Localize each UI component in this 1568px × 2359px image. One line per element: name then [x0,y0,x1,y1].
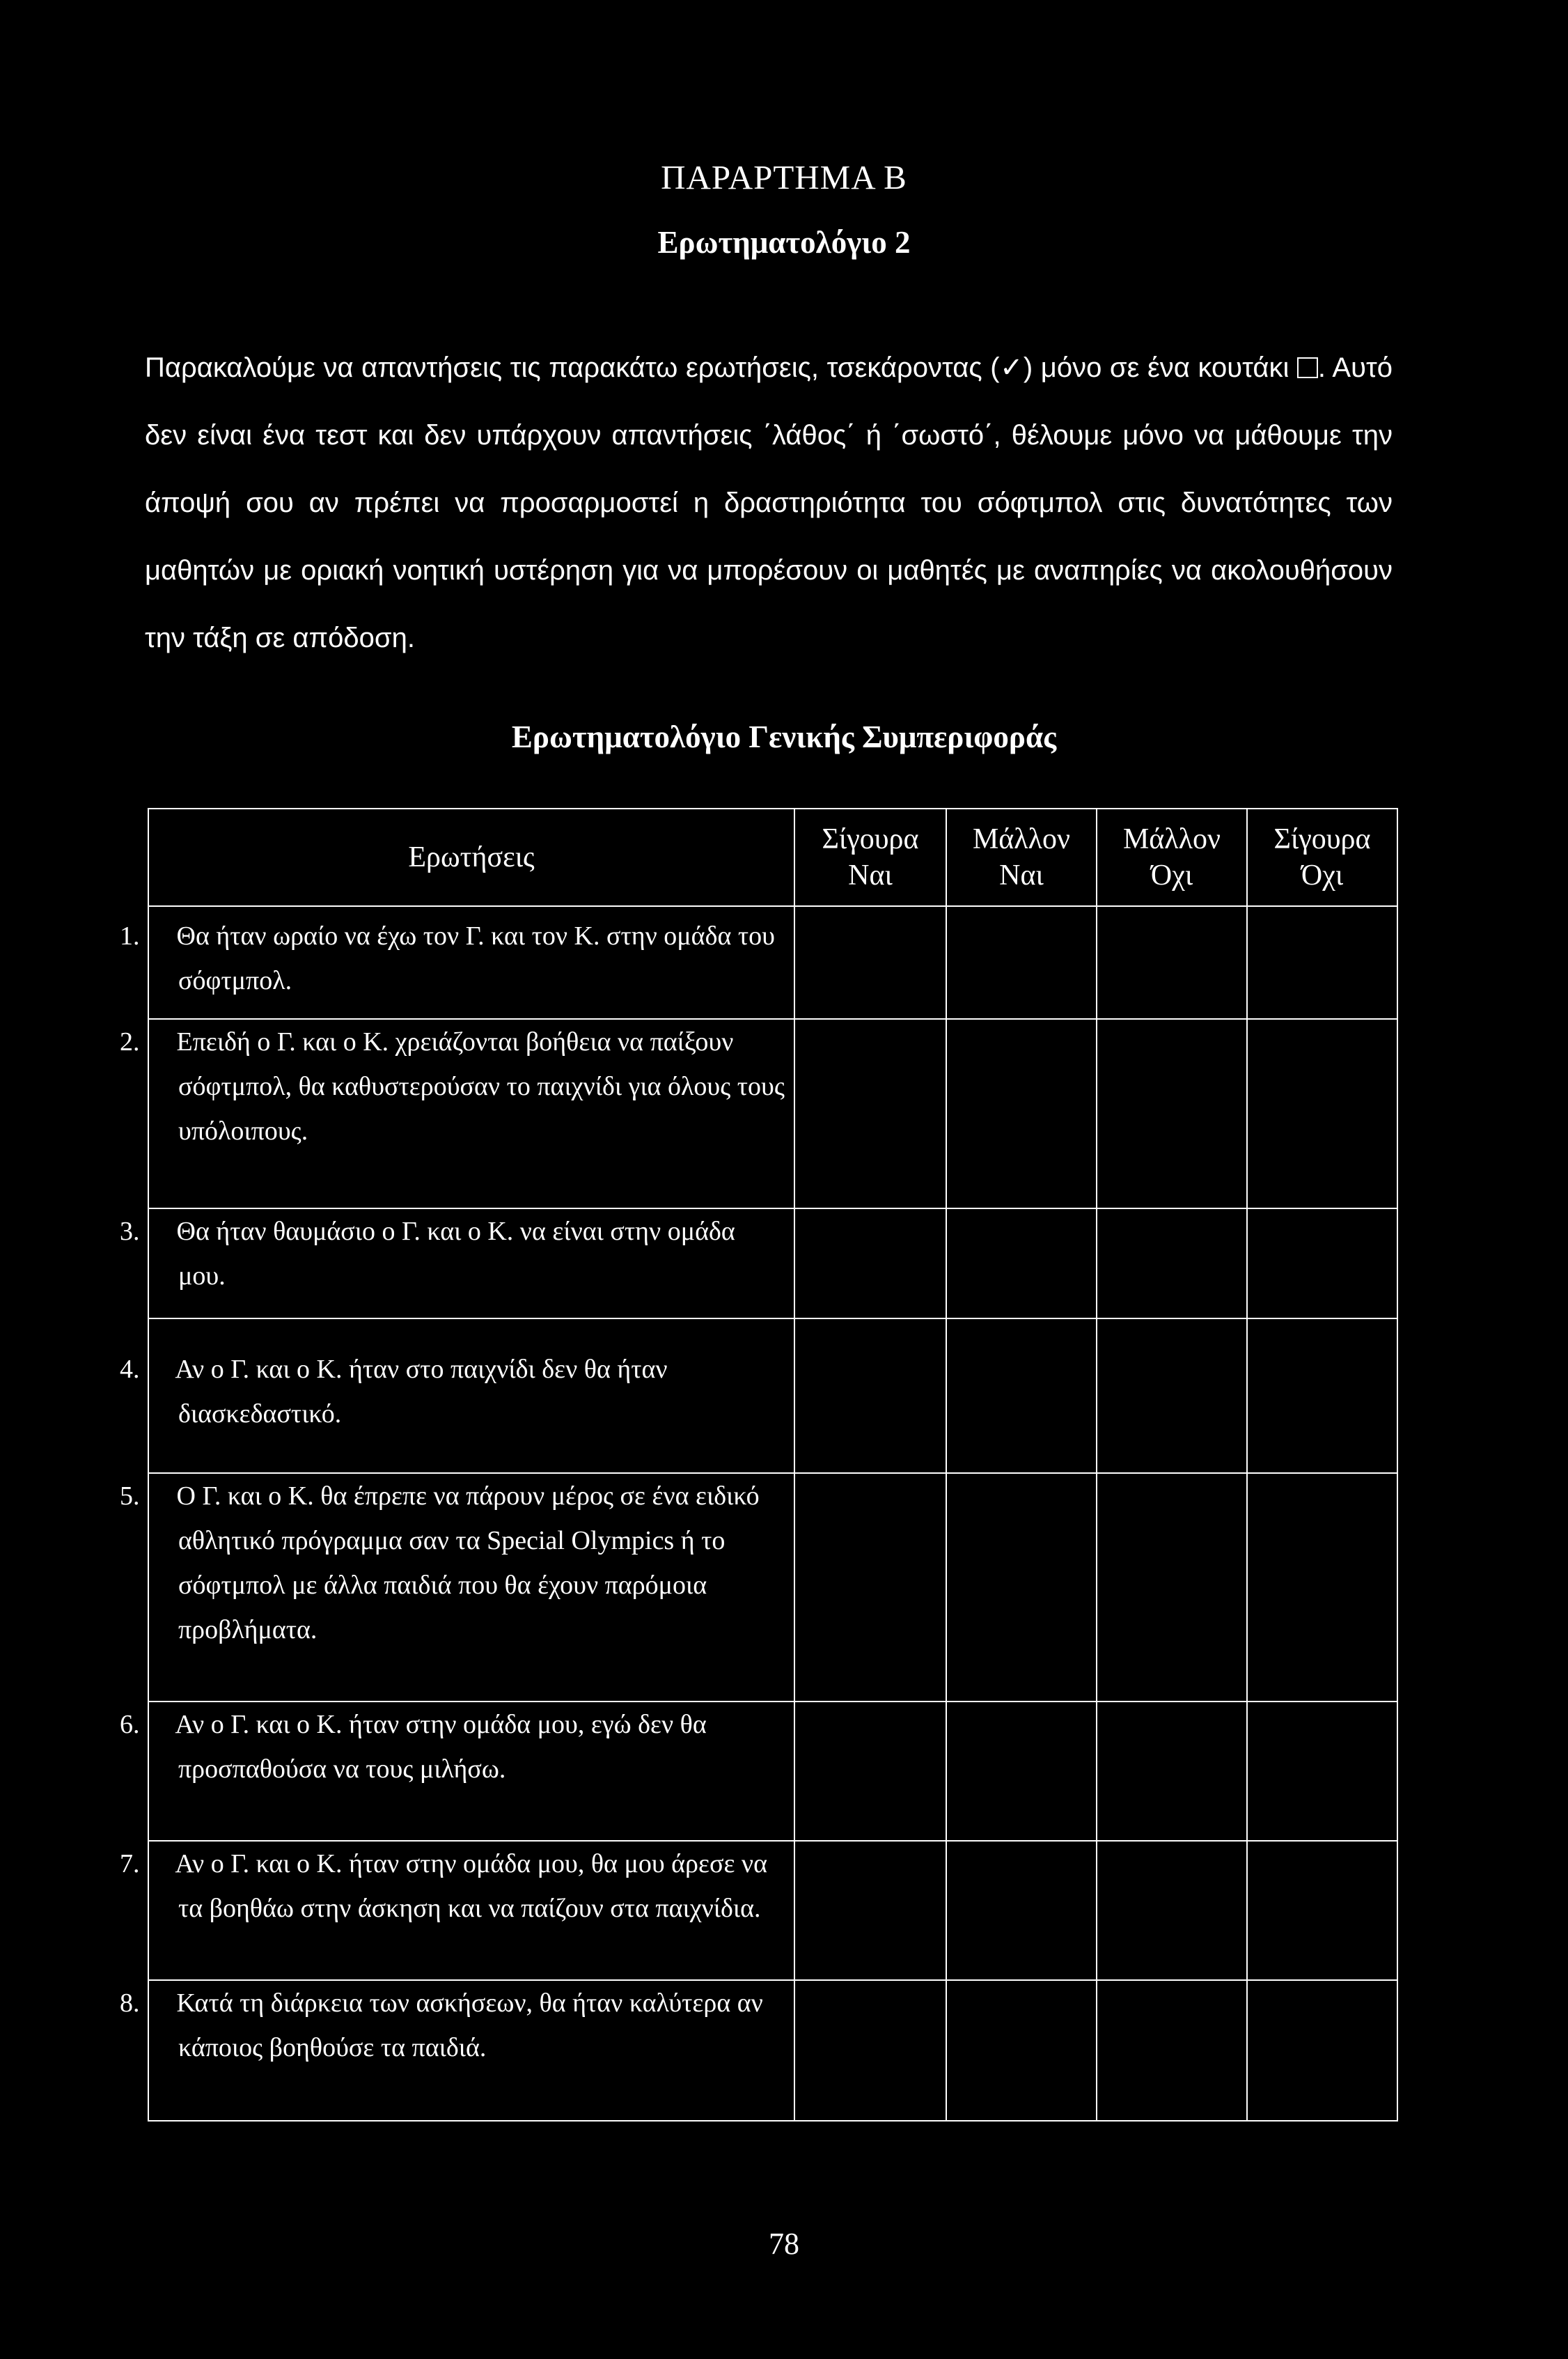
table-row [148,1702,1397,1841]
answer-cell-probably-yes[interactable] [946,906,1097,1019]
table-row [148,1318,1397,1473]
question-cell: 2. Επειδή ο Γ. και ο Κ. χρειάζονται βοήθεια να παίξουν σόφτμπολ, θα καθυστερούσαν το παιχνίδι για όλους τους υπόλοιπους. [148,1019,794,1208]
table-row [148,1841,1397,1980]
answer-cell-probably-no[interactable] [1097,1318,1247,1473]
answer-cell-probably-yes[interactable] [946,1702,1097,1841]
table-header-row [148,809,1397,906]
intro-text-part2: . Αυτό δεν είναι ένα τεστ και δεν υπάρχουν απαντήσεις ΄λάθος΄ ή ΄σωστό΄, θέλουμε μόνο να μάθουμε την άποψή σου αν πρέπει να προσαρμοστεί η δραστηριότητα του σόφτμπολ στις δυνατότητες των μαθητών με οριακή νοητική υστέρηση για να μπορέσουν οι μαθητές με αναπηρίες να ακολουθήσουν την τάξη σε απόδοση. [145,352,1393,653]
answer-cell-probably-no[interactable] [1097,906,1247,1019]
intro-text-part1: Παρακαλούμε να απαντήσεις τις παρακάτω ερωτήσεις, τσεκάροντας (✓) μόνο σε ένα κουτάκι [145,352,1297,383]
question-cell: 4. Αν ο Γ. και ο Κ. ήταν στο παιχνίδι δεν θα ήταν διασκεδαστικό. [148,1318,794,1473]
table-row [148,1980,1397,2121]
answer-cell-definitely-no[interactable] [1247,1208,1397,1318]
questionnaire-title: Ερωτηματολόγιο 2 [657,225,911,260]
answer-cell-definitely-no[interactable] [1247,1841,1397,1980]
answer-cell-definitely-yes[interactable] [794,1019,946,1208]
answer-cell-probably-yes[interactable] [946,1019,1097,1208]
answer-cell-definitely-no[interactable] [1247,1019,1397,1208]
question-cell: 7. Αν ο Γ. και ο Κ. ήταν στην ομάδα μου, θα μου άρεσε να τα βοηθάω στην άσκηση και να παίζουν στα παιχνίδια. [148,1841,794,1980]
table-row [148,906,1397,1019]
page-number: 78 [769,2227,799,2261]
answer-cell-definitely-yes[interactable] [794,1841,946,1980]
answer-cell-definitely-yes[interactable] [794,1208,946,1318]
answer-cell-definitely-yes[interactable] [794,1702,946,1841]
answer-cell-probably-no[interactable] [1097,1980,1247,2121]
table-row [148,1208,1397,1318]
answer-cell-probably-yes[interactable] [946,1980,1097,2121]
answer-cell-definitely-no[interactable] [1247,1473,1397,1702]
checkbox-icon [1297,357,1318,378]
answer-cell-probably-yes[interactable] [946,1208,1097,1318]
answer-cell-definitely-no[interactable] [1247,1702,1397,1841]
answer-cell-probably-yes[interactable] [946,1318,1097,1473]
answer-cell-definitely-no[interactable] [1247,1980,1397,2121]
answer-cell-definitely-yes[interactable] [794,1980,946,2121]
appendix-title: ΠΑΡΑΡΤΗΜΑ Β [661,158,907,196]
answer-cell-definitely-yes[interactable] [794,1473,946,1702]
answer-cell-probably-no[interactable] [1097,1841,1247,1980]
answer-cell-probably-yes[interactable] [946,1841,1097,1980]
question-cell: 8. Κατά τη διάρκεια των ασκήσεων, θα ήταν καλύτερα αν κάποιος βοηθούσε τα παιδιά. [148,1980,794,2121]
answer-cell-probably-yes[interactable] [946,1473,1097,1702]
table-row [148,1019,1397,1208]
answer-cell-definitely-no[interactable] [1247,906,1397,1019]
header-probably-yes: Μάλλον Ναι [946,809,1097,906]
answer-cell-probably-no[interactable] [1097,1019,1247,1208]
survey-table [120,808,1398,2121]
intro-paragraph [145,334,1393,672]
answer-cell-probably-no[interactable] [1097,1208,1247,1318]
answer-cell-definitely-yes[interactable] [794,1318,946,1473]
question-cell: 5. Ο Γ. και ο Κ. θα έπρεπε να πάρουν μέρος σε ένα ειδικό αθλητικό πρόγραμμα σαν τα Special Olympics ή το σόφτμπολ με άλλα παιδιά που θα έχουν παρόμοια προβλήματα. [148,1473,794,1702]
answer-cell-definitely-no[interactable] [1247,1318,1397,1473]
question-cell: 1. Θα ήταν ωραίο να έχω τον Γ. και τον Κ. στην ομάδα του σόφτμπολ. [148,906,794,1019]
section-title: Ερωτηματολόγιο Γενικής Συμπεριφοράς [511,719,1057,754]
header-definitely-no: Σίγουρα Όχι [1247,809,1397,906]
header-questions: Ερωτήσεις [148,809,794,906]
header-definitely-yes: Σίγουρα Ναι [794,809,946,906]
header-probably-no: Μάλλον Όχι [1097,809,1247,906]
table-row [148,1473,1397,1702]
question-cell: 3. Θα ήταν θαυμάσιο ο Γ. και ο Κ. να είναι στην ομάδα μου. [148,1208,794,1318]
question-cell: 6. Αν ο Γ. και ο Κ. ήταν στην ομάδα μου, εγώ δεν θα προσπαθούσα να τους μιλήσω. [148,1702,794,1841]
answer-cell-probably-no[interactable] [1097,1702,1247,1841]
answer-cell-definitely-yes[interactable] [794,906,946,1019]
answer-cell-probably-no[interactable] [1097,1473,1247,1702]
